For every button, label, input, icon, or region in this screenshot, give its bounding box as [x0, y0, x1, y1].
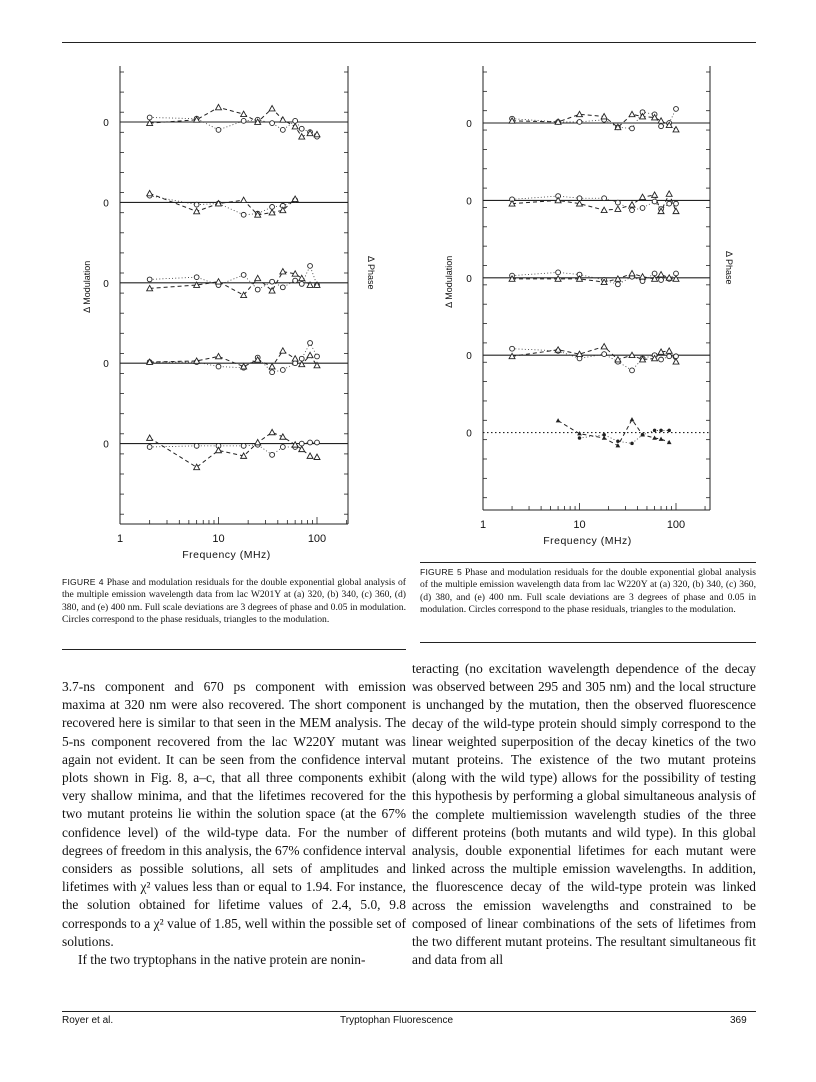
modulation-residual-point	[241, 197, 247, 202]
phase-residual-point	[293, 118, 298, 123]
footer-rule	[62, 1011, 756, 1012]
phase-residual-point	[270, 279, 275, 284]
figure-4-caption-label: FIGURE 4	[62, 577, 104, 587]
phase-residual-point	[194, 275, 199, 280]
body-right-paragraph-1: teracting (no excitation wavelength dependence of the decay was observed between 295 and 305 nm) and the local structure is unchanged by the mutation, then the observed fluorescence decay of the wild-type protein should simply correspond to the linear weighted superposition of the decay kinetics of the two mutant proteins. The existence of the two mutant proteins (along with the wild type) allows for the possibility of testing this hypothesis by performing a global simultaneous analysis of the complete multiemission wavelength studies of the three different proteins (both mutants and wild type). In this global analysis, double exponential lifetimes for each mutant were linked across the multiple emission wavelengths. In addition, the fluorescence decay of the wild-type protein was linked across the emission wavelengths and constrained to be composed of linear combinations of the sets of lifetimes from the two different mutant proteins. The resultant simultaneous fit and data from all	[412, 661, 756, 968]
phase-residual-point	[280, 368, 285, 373]
figure-4-caption	[62, 576, 406, 627]
zero-label: 0	[103, 198, 109, 210]
phase-residual-point	[674, 201, 679, 206]
modulation-residual-point	[658, 272, 664, 277]
phase-residual-point	[299, 126, 304, 131]
modulation-residual-point	[673, 208, 679, 213]
phase-residual-point	[668, 429, 671, 432]
figure-5-caption-top-rule	[420, 562, 756, 563]
body-right-column	[412, 660, 756, 969]
phase-residual-point	[556, 270, 561, 275]
zero-label: 0	[103, 278, 109, 290]
phase-residual-point	[308, 264, 313, 269]
modulation-residual-point	[269, 105, 275, 110]
phase-residual-point	[630, 126, 635, 131]
modulation-residual-point	[653, 436, 656, 439]
modulation-residual-line	[512, 194, 676, 211]
phase-residual-point	[659, 124, 664, 129]
phase-residual-point	[270, 121, 275, 126]
phase-residual-point	[659, 278, 664, 283]
phase-residual-point	[652, 199, 657, 204]
zero-label: 0	[466, 196, 472, 208]
phase-residual-point	[617, 440, 620, 443]
phase-residual-line	[150, 343, 317, 372]
modulation-residual-point	[307, 352, 313, 357]
phase-residual-point	[270, 452, 275, 457]
modulation-residual-line	[150, 272, 317, 296]
modulation-residual-point	[280, 269, 286, 274]
phase-residual-point	[578, 437, 581, 440]
x-axis-label: Frequency (MHz)	[182, 549, 271, 561]
modulation-residual-point	[673, 127, 679, 132]
modulation-residual-point	[601, 344, 607, 349]
phase-residual-point	[270, 370, 275, 375]
phase-residual-point	[631, 442, 634, 445]
footer-running-title: Tryptophan Fluorescence	[340, 1015, 454, 1026]
phase-residual-point	[280, 285, 285, 290]
phase-residual-point	[602, 352, 607, 357]
modulation-residual-point	[255, 275, 261, 280]
y-axis-label-phase: Δ Phase	[366, 256, 376, 290]
phase-residual-point	[255, 287, 260, 292]
phase-residual-point	[299, 441, 304, 446]
modulation-residual-line	[150, 351, 317, 367]
modulation-residual-point	[673, 276, 679, 281]
modulation-residual-line	[558, 420, 669, 446]
footer-page-number: 369	[730, 1015, 747, 1026]
zero-label: 0	[466, 273, 472, 285]
modulation-residual-point	[307, 453, 313, 458]
modulation-residual-line	[512, 114, 676, 129]
phase-residual-point	[616, 282, 621, 287]
phase-residual-line	[150, 266, 317, 290]
phase-residual-point	[616, 200, 621, 205]
y-axis-label-phase: Δ Phase	[724, 251, 734, 285]
modulation-residual-point	[269, 429, 275, 434]
body-left-paragraph-2: If the two tryptophans in the native protein are nonin-	[78, 952, 366, 968]
modulation-residual-point	[652, 192, 658, 197]
modulation-residual-point	[629, 270, 635, 275]
phase-residual-point	[315, 440, 320, 445]
zero-label: 0	[103, 118, 109, 129]
modulation-residual-point	[299, 134, 305, 139]
figure-5-caption-rule	[420, 642, 756, 643]
modulation-residual-point	[659, 438, 662, 441]
modulation-residual-point	[314, 454, 320, 459]
phase-residual-point	[630, 368, 635, 373]
modulation-residual-point	[658, 118, 664, 123]
phase-residual-point	[216, 364, 221, 369]
phase-residual-point	[630, 208, 635, 213]
modulation-residual-point	[603, 436, 606, 439]
phase-residual-point	[667, 354, 672, 359]
phase-residual-point	[147, 115, 152, 120]
modulation-residual-line	[150, 432, 317, 467]
phase-residual-point	[270, 205, 275, 210]
phase-residual-point	[216, 127, 221, 132]
phase-residual-point	[640, 206, 645, 211]
modulation-residual-point	[269, 364, 275, 369]
modulation-residual-point	[299, 361, 305, 366]
modulation-residual-point	[147, 190, 153, 195]
y-axis-label-modulation: Δ Modulation	[444, 255, 454, 308]
modulation-residual-point	[668, 441, 671, 444]
phase-residual-point	[280, 445, 285, 450]
modulation-residual-point	[299, 446, 305, 451]
zero-label: 0	[103, 359, 109, 371]
phase-residual-point	[510, 346, 515, 351]
phase-residual-line	[150, 117, 317, 136]
phase-residual-point	[241, 212, 246, 217]
figure-5-caption-text: Phase and modulation residuals for the double exponential global analysis of the multiple emission wavelength data from lac W220Y at (a) 320, (b) 340, (c) 360, (d) 380, and (e) 400 nm. Full scale deviations are 3 degrees of phase and 0.05 in modulation. Circles correspond to the phase residuals, triangles to the modulation.	[420, 567, 756, 616]
body-left-column	[62, 678, 406, 969]
figure-4-plot	[82, 62, 376, 561]
body-left-paragraph-1: 3.7-ns component and 670 ps component with emission maxima at 320 nm were also recovered. The short component recovered here is similar to that seen in the MEM analysis. The 5-ns component recovered from the lac W220Y mutant was again not evident. It can be seen from the confidence interval plots shown in Fig. 8, a–c, that all three components exhibit very shallow minima, and that the lifetimes recovered for the two mutant proteins lie within the solution space (at the 67% confidence level) of the wild-type data. For the number of degrees of freedom in this analysis, the 67% confidence interval considers as possible solutions, all sets of amplitudes and lifetimes with χ² values less than or equal to 1.94. For instance, the solution obtained for lifetime values of 2.4, 5.0, 9.8 corresponds to a χ² value of 1.85, well within the possible set of solutions.	[62, 679, 406, 949]
modulation-residual-point	[216, 104, 222, 109]
modulation-residual-point	[666, 348, 672, 353]
phase-residual-point	[241, 118, 246, 123]
phase-residual-line	[150, 442, 317, 454]
modulation-residual-point	[629, 202, 635, 207]
zero-label: 0	[466, 351, 472, 363]
modulation-residual-point	[280, 117, 286, 122]
zero-label: 0	[466, 428, 472, 440]
modulation-residual-point	[629, 111, 635, 116]
phase-residual-point	[280, 127, 285, 132]
figure-4-caption-rule	[62, 649, 406, 650]
phase-residual-point	[293, 278, 298, 283]
phase-residual-point	[602, 196, 607, 201]
x-axis-label: Frequency (MHz)	[543, 535, 632, 547]
phase-residual-point	[308, 440, 313, 445]
phase-residual-point	[194, 202, 199, 207]
phase-residual-point	[147, 277, 152, 282]
modulation-residual-point	[666, 191, 672, 196]
modulation-residual-point	[630, 418, 633, 421]
modulation-residual-line	[512, 347, 676, 362]
phase-residual-line	[512, 349, 676, 371]
modulation-residual-point	[241, 111, 247, 116]
modulation-residual-point	[292, 356, 298, 361]
modulation-residual-point	[640, 274, 646, 279]
phase-residual-line	[512, 196, 676, 210]
modulation-residual-point	[255, 439, 261, 444]
phase-residual-point	[667, 201, 672, 206]
modulation-residual-point	[673, 359, 679, 364]
phase-residual-point	[674, 107, 679, 112]
phase-residual-point	[299, 356, 304, 361]
modulation-residual-point	[216, 353, 222, 358]
modulation-residual-point	[292, 124, 298, 129]
x-tick-label: 10	[212, 533, 225, 545]
modulation-residual-point	[299, 275, 305, 280]
phase-residual-line	[512, 109, 676, 129]
figure-5-caption-label: FIGURE 5	[420, 567, 462, 577]
phase-residual-point	[241, 273, 246, 278]
modulation-residual-point	[147, 435, 153, 440]
zero-label: 0	[466, 119, 472, 130]
x-tick-label: 1	[116, 533, 124, 545]
zero-label: 0	[103, 439, 109, 451]
phase-residual-point	[241, 443, 246, 448]
modulation-residual-point	[292, 442, 298, 447]
phase-residual-point	[315, 354, 320, 359]
x-tick-label: 100	[666, 519, 686, 531]
top-rule	[62, 42, 756, 43]
phase-residual-point	[194, 443, 199, 448]
modulation-residual-point	[556, 419, 559, 422]
x-tick-label: 100	[307, 533, 327, 545]
phase-residual-point	[653, 429, 656, 432]
phase-residual-point	[308, 341, 313, 346]
y-axis-label-modulation: Δ Modulation	[82, 260, 92, 313]
modulation-residual-point	[216, 447, 222, 452]
modulation-residual-point	[216, 279, 222, 284]
phase-residual-point	[660, 429, 663, 432]
figure-5-plot	[438, 62, 748, 554]
figure-4-caption-text: Phase and modulation residuals for the double exponential global analysis of the multiple emission wavelength data from lac W201Y at (a) 320, (b) 340, (c) 360, (d) 380, and (e) 400 nm. Full scale deviations are 3 degrees of phase and 0.05 in modulation. Circles correspond to the phase residuals, triangles to the modulation.	[62, 577, 406, 626]
modulation-residual-point	[280, 348, 286, 353]
footer-authors: Royer et al.	[62, 1015, 114, 1026]
x-tick-label: 10	[573, 519, 586, 531]
phase-residual-point	[577, 120, 582, 125]
modulation-residual-point	[280, 434, 286, 439]
phase-residual-point	[299, 282, 304, 287]
figure-5-caption	[420, 566, 756, 617]
phase-residual-point	[147, 445, 152, 450]
phase-residual-point	[659, 357, 664, 362]
x-tick-label: 1	[479, 519, 487, 531]
